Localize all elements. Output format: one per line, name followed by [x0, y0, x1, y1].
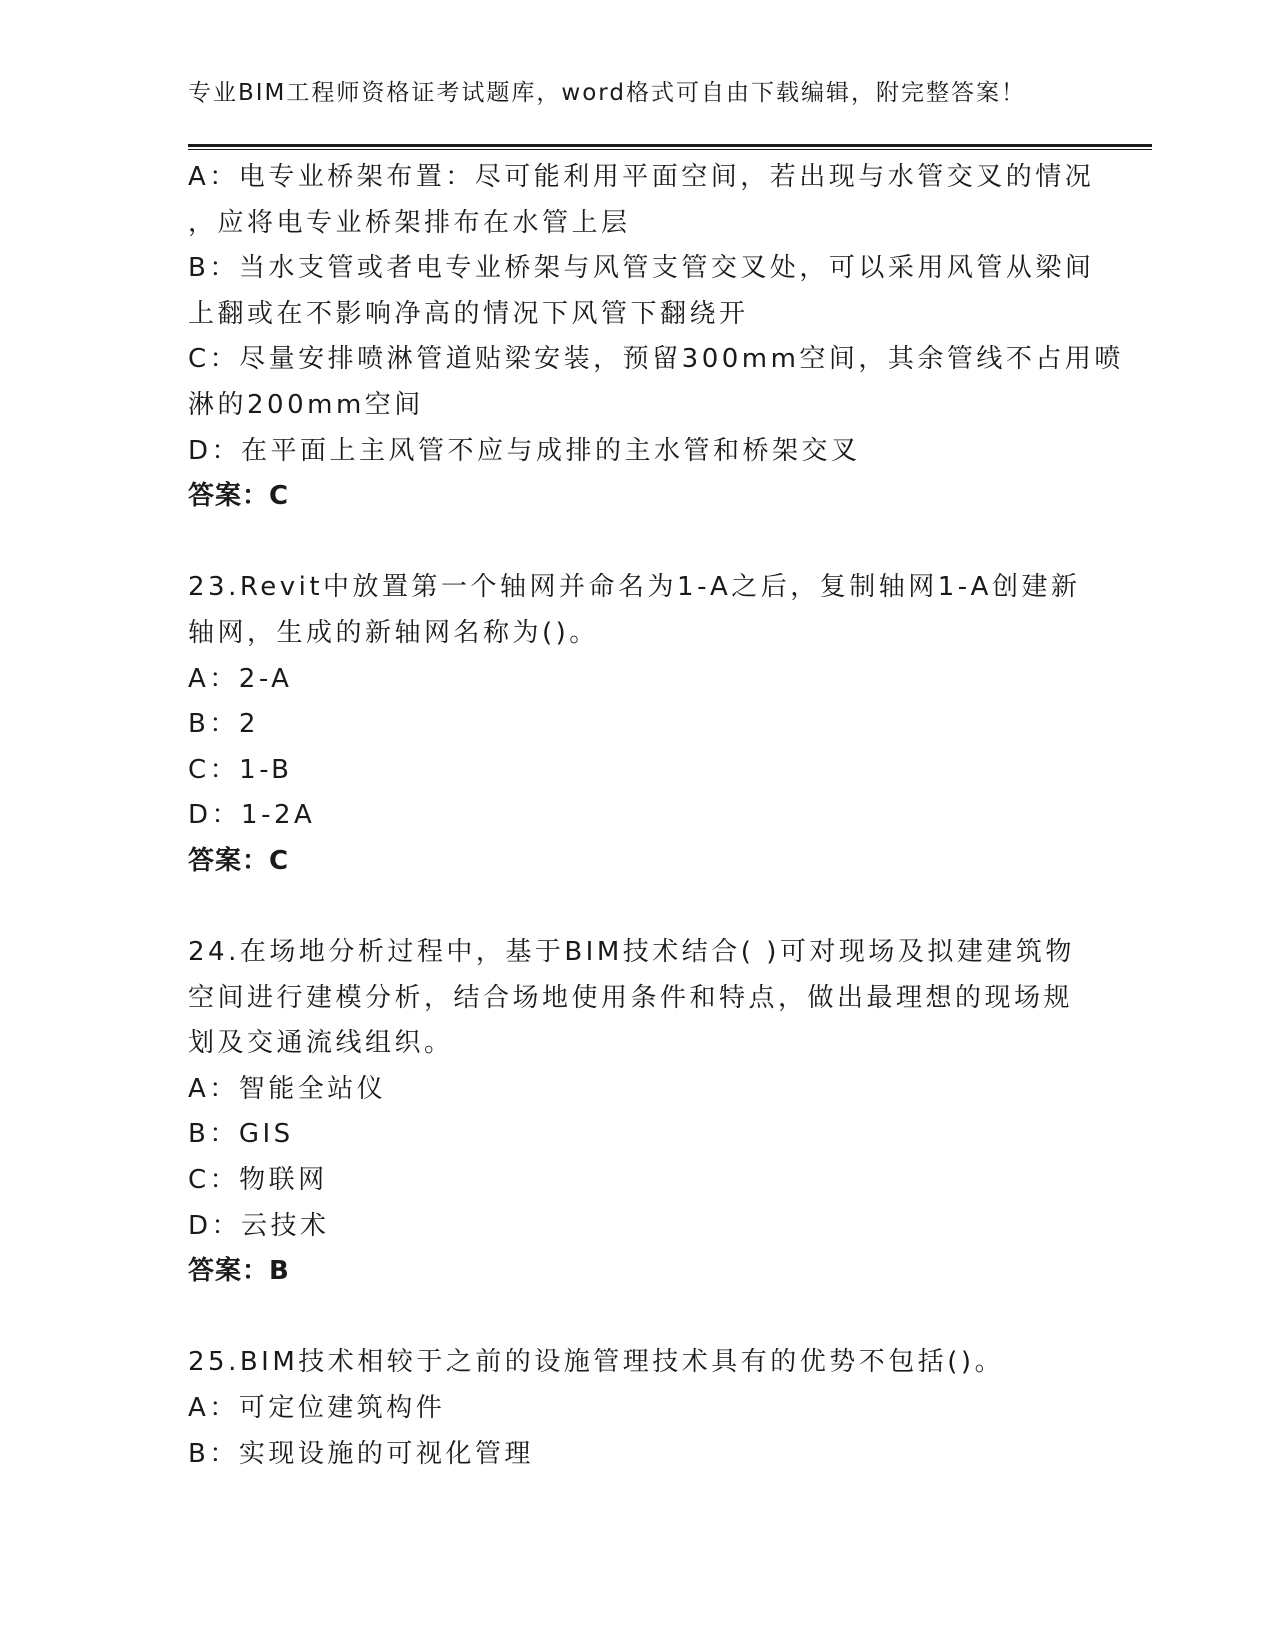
q23-option-b: B：2 — [188, 709, 259, 740]
q25-option-a: A：可定位建筑构件 — [188, 1393, 446, 1424]
q22-option-c-line2: 淋的200mm空间 — [188, 389, 424, 420]
q22-option-d: D：在平面上主风管不应与成排的主水管和桥架交叉 — [188, 435, 861, 466]
q24-stem-line2: 空间进行建模分析，结合场地使用条件和特点，做出最理想的现场规 — [188, 982, 1074, 1013]
spacer — [188, 520, 1088, 566]
header-rule — [188, 144, 1152, 150]
q23-stem-line2: 轴网，生成的新轴网名称为()。 — [188, 617, 599, 648]
q23-answer: 答案：C — [188, 845, 290, 876]
question-22-block — [188, 155, 1124, 520]
q23-option-c: C：1-B — [188, 754, 293, 785]
question-23-block — [188, 565, 1088, 884]
question-25-block — [188, 1340, 1088, 1477]
q25-option-b: B：实现设施的可视化管理 — [188, 1438, 534, 1469]
q24-stem-line3: 划及交通流线组织。 — [188, 1028, 454, 1059]
q25-stem-line1: 25.BIM技术相较于之前的设施管理技术具有的优势不包括()。 — [188, 1347, 1005, 1378]
q24-stem-line1: 24.在场地分析过程中，基于BIM技术结合( )可对现场及拟建建筑物 — [188, 937, 1075, 968]
q22-option-c-line1: C：尽量安排喷淋管道贴梁安装，预留300mm空间，其余管线不占用喷 — [188, 344, 1124, 375]
q24-option-b: B：GIS — [188, 1119, 294, 1150]
question-24-block — [188, 930, 1088, 1295]
spacer — [188, 885, 1088, 931]
question-content — [188, 155, 1124, 1477]
q24-option-d: D：云技术 — [188, 1210, 330, 1241]
q22-option-a-line2: ，应将电专业桥架排布在水管上层 — [188, 207, 631, 238]
q23-stem-line1: 23.Revit中放置第一个轴网并命名为1-A之后，复制轴网1-A创建新 — [188, 572, 1081, 603]
q24-option-a: A：智能全站仪 — [188, 1073, 387, 1104]
page-header: 专业BIM工程师资格证考试题库，word格式可自由下载编辑，附完整答案！ — [188, 80, 1026, 106]
q23-option-d: D：1-2A — [188, 800, 316, 831]
q22-option-a-line1: A：电专业桥架布置：尽可能利用平面空间，若出现与水管交叉的情况 — [188, 162, 1095, 192]
spacer — [188, 1295, 1088, 1341]
q22-option-b-line1: B：当水支管或者电专业桥架与风管支管交叉处，可以采用风管从梁间 — [188, 253, 1095, 284]
q22-option-b-line2: 上翻或在不影响净高的情况下风管下翻绕开 — [188, 298, 749, 329]
q23-option-a: A：2-A — [188, 663, 293, 694]
q24-option-c: C：物联网 — [188, 1165, 328, 1196]
q22-answer: 答案：C — [188, 481, 290, 512]
q24-answer: 答案：B — [188, 1256, 290, 1287]
